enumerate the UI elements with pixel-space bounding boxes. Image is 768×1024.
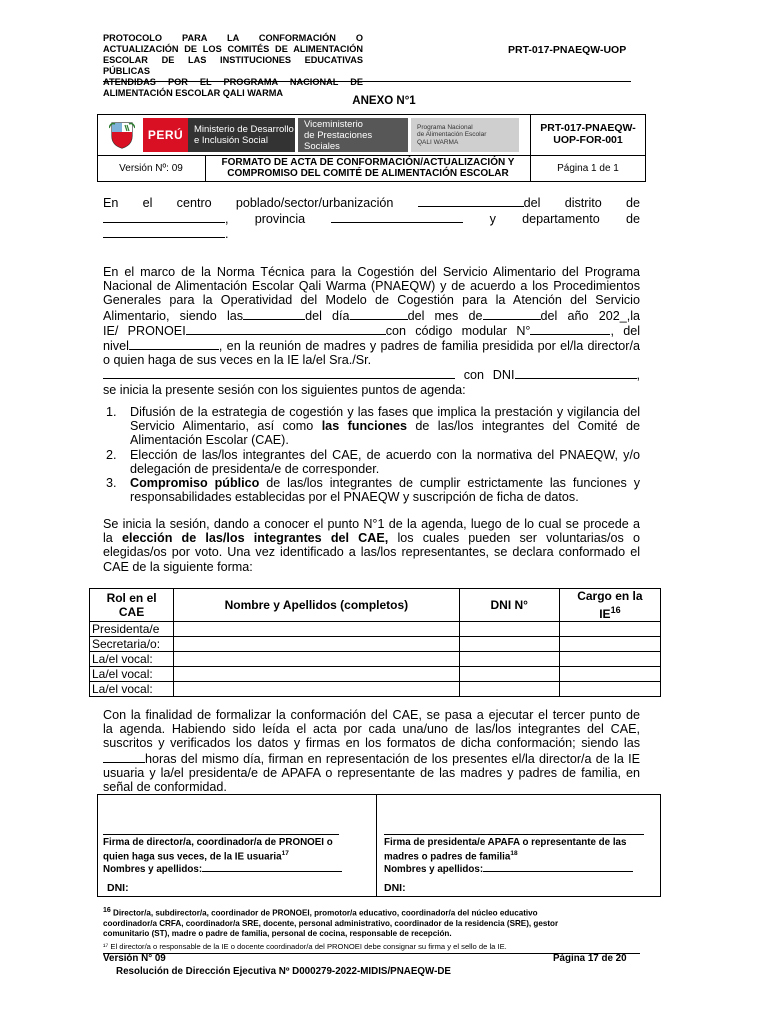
header-line: Rol en el [106, 591, 157, 605]
annex-title: ANEXO N°1 [352, 95, 416, 107]
text-line: Se inicia la sesión, dando a conocer el punto N°1 de la agenda, luego de lo cual se procede a [103, 517, 640, 531]
fill-blank[interactable] [186, 323, 386, 335]
text: horas del mismo día, firman en representación de los presentes el/la director/a de la IE [145, 751, 640, 766]
peru-logo: PERÚ [143, 118, 188, 152]
dni-cell[interactable] [459, 682, 559, 697]
text-line: responsabilidades establecidas por el PNAEQW y suscripción de ficha de datos. [130, 490, 579, 505]
text-line: o quien haga de sus veces en la IE la/el Sra./Sr. [103, 353, 372, 368]
footer-info [103, 953, 451, 978]
text-line: Generales para la Operatividad del Modelo de Cogestión para la Atención del Servicio [103, 293, 640, 308]
program-name-line: QALI WARMA [417, 138, 459, 146]
header-line: CAE [118, 605, 145, 619]
text-line [103, 862, 365, 875]
dni-cell[interactable] [459, 622, 559, 637]
text: En el centro poblado/sector/urbanización [103, 196, 394, 210]
text-line: CAE de la siguiente forma: [103, 559, 253, 574]
format-page-number: Página 1 de 1 [557, 163, 619, 174]
name-cell[interactable] [174, 622, 460, 637]
text-line: En el marco de la Norma Técnica para la Cogestión del Servicio Alimentario del Programa [103, 265, 640, 279]
format-code [530, 122, 646, 146]
text: , [225, 211, 229, 226]
position-cell[interactable] [559, 637, 660, 652]
text: Director/a, subdirector/a, coordinador de PRONOEI, promotor/a educativo, coordinador/a del núcleo educativo [113, 908, 538, 918]
protocol-code: PRT-017-PNAEQW-UOP [508, 44, 627, 56]
president-signature-label [384, 837, 654, 875]
table-row [90, 652, 661, 667]
dni-cell[interactable] [459, 652, 559, 667]
role-cell: La/el vocal: [90, 682, 174, 697]
text-line: Firma de director/a, coordinador/a de PRONOEI o [103, 837, 333, 848]
text-line [103, 906, 640, 919]
format-title-line: COMPROMISO DEL COMITÉ DE ALIMENTACIÓN ESCOLAR [227, 168, 509, 179]
cae-members-table [89, 588, 661, 697]
qali-warma-logo [411, 118, 519, 152]
text-line [103, 211, 640, 227]
footnote-ref: 18 [510, 850, 518, 857]
header-line: Cargo en la [577, 589, 643, 603]
text-line: señal de conformidad. [103, 780, 227, 795]
format-title-line: FORMATO DE ACTA DE CONFORMACIÓN/ACTUALIZACIÓN Y [221, 157, 515, 168]
header-line [562, 603, 658, 621]
format-title [208, 157, 528, 179]
column-header-dni: DNI N° [459, 589, 559, 622]
text-line: Firma de presidenta/e APAFA o representante de las [384, 837, 627, 848]
text-bold: Compromiso público [130, 476, 260, 490]
text-line [103, 751, 640, 766]
text-line [103, 195, 640, 211]
role-cell: Presidenta/e [90, 622, 174, 637]
fill-blank[interactable] [103, 211, 225, 223]
column-header-name: Nombre y Apellidos (completos) [174, 589, 460, 622]
text-line: Difusión de la estrategia de cogestión y las fases que implica la prestación y vigilancia del [130, 405, 640, 419]
text: . [225, 227, 229, 241]
agenda-list [103, 405, 640, 505]
list-item-text [130, 448, 640, 476]
text: Nombres y apellidos: [103, 864, 203, 876]
text: con código modular N° [385, 323, 531, 338]
table-row [90, 667, 661, 682]
text: del mes de [407, 308, 483, 323]
vice-ministry-name-line: de Prestaciones Sociales [304, 129, 373, 152]
text-bold: las funciones [321, 419, 408, 434]
institution-logo-bar [101, 118, 519, 152]
director-dni-label: DNI: [107, 882, 129, 894]
signature-line[interactable] [103, 834, 339, 835]
text-line [130, 476, 640, 490]
footer-resolution: Resolución de Dirección Ejecutiva Nº D000279-2022-MIDIS/PNAEQW-DE [116, 966, 451, 977]
protocol-title [103, 33, 363, 99]
text-line: coordinador/a CRFA, coordinador/a SRE, docente, personal administrativo, coordinador de la residencia (SRE), gestor [103, 918, 559, 928]
text-line [103, 226, 640, 242]
protocol-title-line: ESCOLAR DE LAS INSTITUCIONES EDUCATIVAS PÚBLICAS [103, 55, 363, 76]
fill-blank[interactable] [331, 211, 463, 223]
footnote-17: ¹⁷ El director/a o responsable de la IE o docente coordinador/a del PRONOEI debe consignar su firma y el sello de la IE. [103, 942, 507, 951]
text: quien haga sus veces, de la IE usuaria [103, 851, 282, 863]
ministry-name-line: e Inclusión Social [194, 135, 268, 146]
fill-blank[interactable] [129, 338, 219, 350]
table-row [90, 682, 661, 697]
text: provincia [254, 211, 306, 226]
text-line: Elección de las/los integrantes del CAE, de acuerdo con la normativa del PNAEQW, y/o [130, 447, 640, 462]
text-line [384, 848, 654, 862]
text: de las/los integrantes de cumplir estrictamente las funciones y [266, 476, 640, 490]
director-signature-label [103, 837, 365, 875]
column-header-role [90, 589, 174, 622]
fill-blank[interactable] [103, 367, 455, 379]
text: del año 202_,la [540, 308, 641, 323]
fill-blank[interactable] [202, 862, 342, 872]
text: , del [610, 323, 641, 338]
position-cell[interactable] [559, 682, 660, 697]
position-cell[interactable] [559, 667, 660, 682]
text-line [103, 531, 640, 545]
peru-coat-of-arms-icon [101, 118, 143, 152]
protocol-title-line: ALIMENTACIÓN ESCOLAR QALI WARMA [103, 88, 283, 98]
ministry-logo [188, 118, 295, 152]
format-code-line: PRT-017-PNAEQW- [540, 122, 636, 134]
text-line [103, 338, 640, 353]
footnote-number: 16 [103, 907, 111, 914]
text-line [130, 419, 640, 433]
text: , [636, 368, 640, 383]
position-cell[interactable] [559, 622, 660, 637]
vice-ministry-logo [298, 118, 408, 152]
name-cell[interactable] [174, 682, 460, 697]
column-header-position [559, 589, 660, 622]
fill-blank[interactable] [418, 195, 524, 207]
protocol-title-line: PROTOCOLO PARA LA CONFORMACIÓN O [103, 33, 363, 43]
ministry-name-line: Ministerio de Desarrollo [194, 124, 294, 135]
footnote-16 [103, 906, 640, 939]
location-paragraph [103, 195, 640, 242]
list-number: 2. [106, 447, 117, 462]
session-paragraph [103, 517, 640, 574]
dni-cell[interactable] [459, 667, 559, 682]
header-text: IE [599, 607, 611, 621]
fill-blank[interactable] [350, 308, 408, 320]
context-paragraph [103, 265, 640, 397]
role-cell: La/el vocal: [90, 667, 174, 682]
text-line: se inicia la presente sesión con los siguientes puntos de agenda: [103, 382, 466, 397]
footer-page-number: Página 17 de 20 [553, 953, 627, 964]
text: nivel [103, 339, 129, 354]
text-line: elegidas/os por voto. Una vez identificado a las/los representantes, se declara conformado el [103, 545, 640, 560]
vice-ministry-name-line: Viceministerio [304, 118, 363, 130]
text-line: usuaria y la/el presidenta/e de APAFA o representante de las madres y padres de familia, en [103, 765, 640, 780]
footnote-ref: 16 [610, 605, 621, 615]
name-cell[interactable] [174, 637, 460, 652]
format-code-line: UOP-FOR-001 [553, 134, 623, 146]
text: Alimentario, siendo las [103, 308, 244, 323]
name-cell[interactable] [174, 652, 460, 667]
text-line: Alimentación Escolar (CAE). [130, 433, 289, 448]
table-row [90, 622, 661, 637]
footnote-ref: 17 [281, 850, 289, 857]
text-line [103, 367, 640, 382]
text: madres o padres de familia [384, 851, 511, 863]
text-line: delegación de presidenta/e de corresponder. [130, 461, 380, 476]
table-header-row [90, 589, 661, 622]
text-bold: elección de las/los integrantes del CAE, [121, 531, 389, 546]
formalization-paragraph [103, 708, 640, 794]
program-name-line: de Alimentación Escolar [417, 131, 487, 139]
table-divider [97, 155, 646, 156]
fill-blank[interactable] [243, 308, 305, 320]
signature-line[interactable] [384, 834, 644, 835]
text-line [103, 323, 640, 338]
fill-blank[interactable] [515, 367, 637, 379]
text: del distrito de [523, 196, 641, 210]
role-cell: La/el vocal: [90, 652, 174, 667]
protocol-title-line: ACTUALIZACIÓN DE LOS COMITÉS DE ALIMENTACIÓN [103, 44, 363, 54]
footer-version: Versión N° 09 [103, 953, 166, 964]
text: Servicio Alimentario, así como [130, 419, 314, 434]
text-line [103, 848, 365, 862]
list-item-text [130, 405, 640, 448]
text-line: Con la finalidad de formalizar la conformación del CAE, se pasa a ejecutar el tercer punto de [103, 708, 640, 722]
text-line: la agenda. Habiendo sido leída el acta por cada una/uno de las/los integrantes del CAE, [103, 722, 640, 737]
list-number: 1. [106, 405, 117, 419]
format-version: Versión Nº: 09 [119, 163, 183, 174]
table-row [90, 637, 661, 652]
dni-cell[interactable] [459, 637, 559, 652]
text: Nombres y apellidos: [384, 864, 484, 876]
text-line [384, 862, 654, 875]
program-name-line: Programa Nacional [417, 123, 473, 131]
text: de las/los integrantes del Comité de [415, 419, 641, 434]
text: con DNI [463, 368, 515, 383]
table-divider [205, 155, 206, 182]
text: IE/ PRONOEI [103, 323, 186, 338]
president-dni-label: DNI: [384, 882, 406, 894]
text: y departamento de [489, 211, 641, 226]
fill-blank[interactable] [530, 323, 610, 335]
signature-divider [376, 794, 377, 897]
protocol-title-line: ATENDIDAS POR EL PROGRAMA NACIONAL DE [103, 77, 363, 87]
position-cell[interactable] [559, 652, 660, 667]
header-divider [103, 81, 631, 82]
text: la [103, 531, 113, 546]
text-line: Nacional de Alimentación Escolar Qali Warma (PNAEQW) y de acuerdo a los Procedimientos [103, 279, 640, 294]
text: del día [305, 308, 350, 323]
text-line: suscritos y verificados los datos y firmas en los formatos de dicha conformación; siendo las [103, 736, 640, 751]
text: , en la reunión de madres y padres de familia presidida por el/la director/a [218, 339, 640, 354]
fill-blank[interactable] [103, 226, 225, 238]
text: los cuales pueden ser voluntarias/os o [397, 531, 641, 546]
role-cell: Secretaria/o: [90, 637, 174, 652]
text-line [103, 308, 640, 323]
fill-blank[interactable] [483, 308, 541, 320]
name-cell[interactable] [174, 667, 460, 682]
list-item-text [130, 476, 640, 504]
fill-blank[interactable] [483, 862, 633, 872]
fill-blank[interactable] [103, 751, 145, 763]
list-number: 3. [106, 476, 117, 490]
text-line: comunitario (ST), madre o padre de familia, personal de cocina, responsable de recepción. [103, 928, 452, 938]
